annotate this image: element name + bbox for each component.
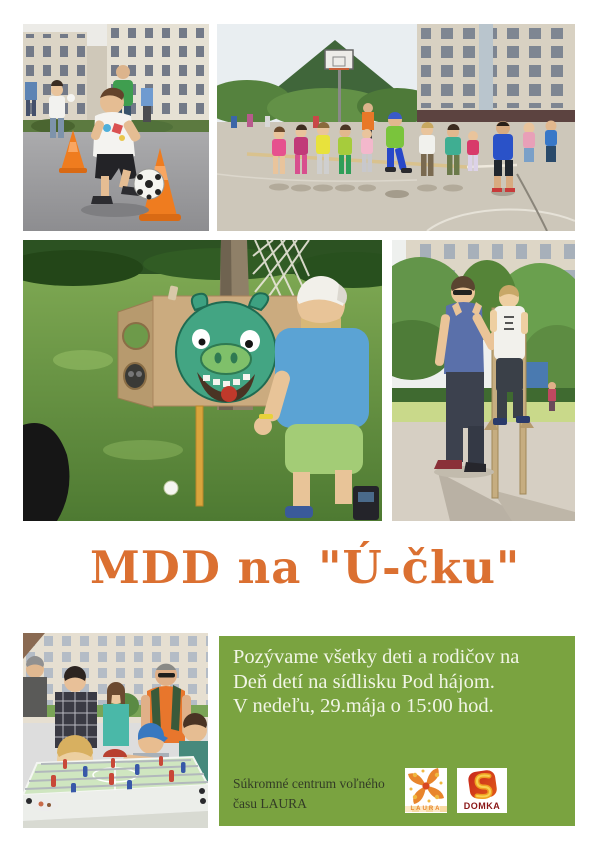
throw-ball: [164, 481, 178, 495]
target-hole: [123, 323, 149, 349]
toy: [353, 486, 379, 520]
target-hole: [124, 363, 146, 389]
photo-pig-target: [23, 240, 382, 521]
gray-hair-man: [23, 656, 47, 717]
foosball-illustration: [23, 633, 208, 828]
photo-rope-game: [217, 24, 575, 231]
laura-logo-label: LAURA: [405, 806, 447, 812]
poster-title: MDD na "Ú-čku": [90, 541, 521, 594]
pig-target-illustration: [23, 240, 382, 521]
invitation-line-1: Pozývame všetky deti a rodičov na: [233, 646, 520, 668]
stick: [196, 406, 203, 506]
organizer-line-1: Súkromné centrum voľného: [233, 776, 385, 791]
plate: [31, 799, 59, 811]
organizer-text: [233, 774, 385, 813]
rope-game-illustration: [217, 24, 575, 231]
sunglasses: [453, 290, 472, 295]
domka-logo-label: DOMKA: [463, 801, 501, 811]
domka-logo: [457, 768, 507, 813]
foosball-table: [23, 749, 208, 828]
photo-foosball: [23, 633, 208, 828]
invitation-line-3: V nedeľu, 29.mája o 15:00 hod.: [233, 695, 494, 717]
soccer-ball: [134, 169, 164, 200]
photo-soccer-drill: [23, 24, 209, 231]
stilts-illustration: [392, 240, 575, 521]
photo-stilts: [392, 240, 575, 521]
invitation-box: [219, 636, 575, 826]
laura-logo: [405, 768, 447, 813]
goal-counter: [103, 749, 127, 757]
invitation-text: [233, 645, 519, 719]
soccer-drill-illustration: [23, 24, 209, 231]
sunglasses: [158, 673, 175, 678]
distant-person: [548, 382, 556, 411]
organizer-line-2: času LAURA: [233, 795, 307, 811]
invitation-line-2: Deň detí na sídlisku Pod hájom.: [233, 670, 495, 693]
